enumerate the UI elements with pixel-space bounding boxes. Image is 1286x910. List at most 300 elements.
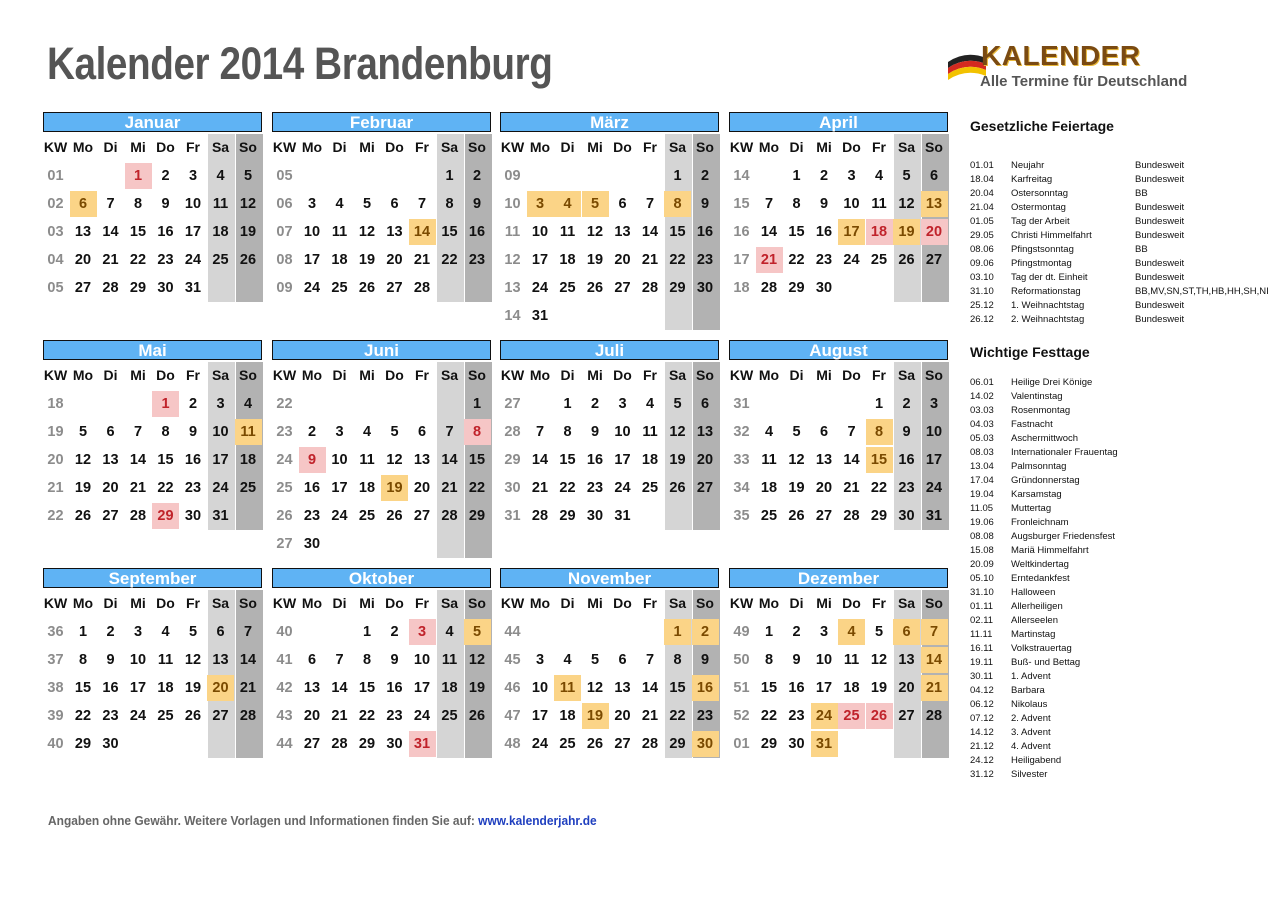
day-cell[interactable]: 18	[559, 708, 576, 724]
day-cell[interactable]: 8	[673, 652, 682, 668]
day-cell[interactable]: 13	[386, 224, 403, 240]
day-cell[interactable]: 18	[212, 224, 229, 240]
day-cell[interactable]: 27	[696, 480, 714, 496]
day-cell[interactable]: 17	[925, 452, 943, 468]
day-cell[interactable]: 27	[614, 736, 631, 752]
day-cell[interactable]: 14	[409, 219, 436, 245]
day-cell[interactable]: 24	[413, 708, 431, 724]
day-cell[interactable]: 28	[843, 508, 860, 524]
day-cell[interactable]: 21	[921, 675, 948, 701]
day-cell[interactable]: 27	[102, 508, 119, 524]
day-cell[interactable]: 9	[590, 424, 600, 440]
day-cell[interactable]: 2	[472, 168, 482, 184]
day-cell[interactable]: 23	[696, 708, 714, 724]
day-cell[interactable]: 9	[902, 424, 911, 440]
day-cell[interactable]: 6	[700, 396, 710, 412]
day-cell[interactable]: 2	[819, 168, 829, 184]
day-cell[interactable]: 24	[811, 703, 838, 729]
day-cell[interactable]: 30	[815, 280, 833, 296]
day-cell[interactable]: 20	[696, 452, 714, 468]
day-cell[interactable]: 30	[157, 280, 174, 296]
day-cell[interactable]: 1	[472, 396, 482, 412]
day-cell[interactable]: 9	[700, 652, 710, 668]
day-cell[interactable]: 4	[445, 624, 454, 640]
day-cell[interactable]: 3	[929, 396, 939, 412]
day-cell[interactable]: 26	[358, 280, 376, 296]
day-cell[interactable]: 15	[129, 224, 147, 240]
day-cell[interactable]: 28	[331, 736, 348, 752]
day-cell[interactable]: 1	[563, 396, 572, 412]
day-cell[interactable]: 21	[531, 480, 549, 496]
day-cell[interactable]: 31	[184, 280, 202, 296]
day-cell[interactable]: 23	[303, 508, 321, 524]
day-cell[interactable]: 14	[843, 452, 860, 468]
day-cell[interactable]: 16	[303, 480, 321, 496]
day-cell[interactable]: 20	[815, 480, 833, 496]
day-cell[interactable]: 26	[898, 252, 915, 268]
day-cell[interactable]: 26	[74, 508, 92, 524]
day-cell[interactable]: 22	[441, 252, 458, 268]
day-cell[interactable]: 19	[582, 703, 609, 729]
day-cell[interactable]: 8	[464, 419, 491, 445]
day-cell[interactable]: 30	[102, 736, 119, 752]
day-cell[interactable]: 3	[133, 624, 143, 640]
day-cell[interactable]: 3	[409, 619, 436, 645]
kalender-logo[interactable]	[946, 40, 1276, 96]
day-cell[interactable]: 14	[441, 452, 458, 468]
day-cell[interactable]: 15	[559, 452, 576, 468]
day-cell[interactable]: 17	[838, 219, 865, 245]
day-cell[interactable]: 1	[78, 624, 88, 640]
day-cell[interactable]: 19	[358, 252, 376, 268]
day-cell[interactable]: 24	[303, 280, 321, 296]
day-cell[interactable]: 23	[468, 252, 486, 268]
day-cell[interactable]: 7	[847, 424, 856, 440]
day-cell[interactable]: 19	[870, 680, 888, 696]
day-cell[interactable]: 28	[925, 708, 943, 724]
day-cell[interactable]: 5	[243, 168, 253, 184]
day-cell[interactable]: 26	[866, 703, 893, 729]
day-cell[interactable]: 7	[921, 619, 948, 645]
day-cell[interactable]: 27	[925, 252, 943, 268]
day-cell[interactable]: 21	[641, 252, 659, 268]
day-cell[interactable]: 17	[413, 680, 431, 696]
day-cell[interactable]: 1	[152, 391, 179, 417]
day-cell[interactable]: 2	[188, 396, 198, 412]
day-cell[interactable]: 10	[815, 652, 833, 668]
day-cell[interactable]: 24	[531, 736, 549, 752]
day-cell[interactable]: 4	[764, 424, 774, 440]
day-cell[interactable]: 5	[673, 396, 682, 412]
day-cell[interactable]: 27	[614, 280, 631, 296]
day-cell[interactable]: 2	[161, 168, 170, 184]
day-cell[interactable]: 26	[468, 708, 486, 724]
day-cell[interactable]: 28	[641, 280, 659, 296]
day-cell[interactable]: 5	[590, 652, 600, 668]
day-cell[interactable]: 21	[102, 252, 119, 268]
day-cell[interactable]: 29	[669, 736, 686, 752]
day-cell[interactable]: 22	[74, 708, 92, 724]
day-cell[interactable]: 28	[239, 708, 257, 724]
day-cell[interactable]: 19	[893, 219, 920, 245]
day-cell[interactable]: 6	[618, 196, 627, 212]
day-cell[interactable]: 13	[696, 424, 714, 440]
day-cell[interactable]: 28	[760, 280, 778, 296]
day-cell[interactable]: 1	[673, 168, 682, 184]
day-cell[interactable]: 16	[157, 224, 174, 240]
day-cell[interactable]: 11	[843, 652, 860, 668]
day-cell[interactable]: 29	[788, 280, 805, 296]
day-cell[interactable]: 29	[129, 280, 147, 296]
day-cell[interactable]: 26	[239, 252, 257, 268]
day-cell[interactable]: 24	[925, 480, 943, 496]
day-cell[interactable]: 23	[386, 708, 403, 724]
day-cell[interactable]: 2	[902, 396, 911, 412]
day-cell[interactable]: 3	[188, 168, 198, 184]
day-cell[interactable]: 4	[216, 168, 225, 184]
day-cell[interactable]: 8	[78, 652, 88, 668]
day-cell[interactable]: 9	[188, 424, 198, 440]
day-cell[interactable]: 27	[74, 280, 92, 296]
day-cell[interactable]: 16	[468, 224, 486, 240]
day-cell[interactable]: 19	[184, 680, 202, 696]
day-cell[interactable]: 23	[184, 480, 202, 496]
day-cell[interactable]: 13	[898, 652, 915, 668]
day-cell[interactable]: 8	[792, 196, 801, 212]
day-cell[interactable]: 13	[614, 224, 631, 240]
day-cell[interactable]: 6	[893, 619, 920, 645]
day-cell[interactable]: 20	[386, 252, 403, 268]
day-cell[interactable]: 31	[212, 508, 229, 524]
day-cell[interactable]: 12	[386, 452, 403, 468]
day-cell[interactable]: 2	[700, 168, 710, 184]
day-cell[interactable]: 12	[586, 680, 604, 696]
day-cell[interactable]: 28	[102, 280, 119, 296]
day-cell[interactable]: 10	[925, 424, 943, 440]
day-cell[interactable]: 22	[468, 480, 486, 496]
day-cell[interactable]: 24	[212, 480, 229, 496]
day-cell[interactable]: 4	[335, 196, 344, 212]
day-cell[interactable]: 12	[898, 196, 915, 212]
day-cell[interactable]: 5	[902, 168, 911, 184]
day-cell[interactable]: 11	[642, 424, 658, 440]
day-cell[interactable]: 6	[70, 191, 97, 217]
day-cell[interactable]: 22	[157, 480, 174, 496]
day-cell[interactable]: 6	[216, 624, 225, 640]
day-cell[interactable]: 19	[669, 452, 686, 468]
day-cell[interactable]: 12	[468, 652, 486, 668]
day-cell[interactable]: 29	[870, 508, 888, 524]
day-cell[interactable]: 29	[669, 280, 686, 296]
day-cell[interactable]: 6	[390, 196, 399, 212]
day-cell[interactable]: 31	[925, 508, 943, 524]
day-cell[interactable]: 2	[390, 624, 399, 640]
day-cell[interactable]: 11	[554, 675, 581, 701]
day-cell[interactable]: 13	[921, 191, 948, 217]
day-cell[interactable]: 1	[664, 619, 691, 645]
day-cell[interactable]: 28	[129, 508, 147, 524]
day-cell[interactable]: 11	[235, 419, 262, 445]
day-cell[interactable]: 17	[129, 680, 147, 696]
day-cell[interactable]: 10	[212, 424, 229, 440]
day-cell[interactable]: 29	[559, 508, 576, 524]
day-cell[interactable]: 12	[358, 224, 376, 240]
day-cell[interactable]: 31	[811, 731, 838, 757]
day-cell[interactable]: 20	[921, 219, 948, 245]
day-cell[interactable]: 18	[239, 452, 257, 468]
day-cell[interactable]: 11	[359, 452, 375, 468]
day-cell[interactable]: 12	[788, 452, 805, 468]
day-cell[interactable]: 6	[819, 424, 829, 440]
day-cell[interactable]: 15	[441, 224, 458, 240]
day-cell[interactable]: 18	[843, 680, 860, 696]
day-cell[interactable]: 25	[157, 708, 174, 724]
day-cell[interactable]: 14	[102, 224, 119, 240]
day-cell[interactable]: 13	[614, 680, 631, 696]
day-cell[interactable]: 14	[531, 452, 549, 468]
day-cell[interactable]: 31	[614, 508, 631, 524]
day-cell[interactable]: 20	[207, 675, 234, 701]
day-cell[interactable]: 27	[815, 508, 833, 524]
day-cell[interactable]: 1	[792, 168, 801, 184]
day-cell[interactable]: 27	[898, 708, 915, 724]
day-cell[interactable]: 7	[535, 424, 545, 440]
day-cell[interactable]: 21	[756, 247, 783, 273]
day-cell[interactable]: 10	[129, 652, 147, 668]
day-cell[interactable]: 5	[582, 191, 609, 217]
day-cell[interactable]: 2	[792, 624, 801, 640]
day-cell[interactable]: 5	[188, 624, 198, 640]
day-cell[interactable]: 31	[531, 308, 549, 324]
day-cell[interactable]: 13	[815, 452, 833, 468]
day-cell[interactable]: 6	[417, 424, 427, 440]
day-cell[interactable]: 12	[870, 652, 888, 668]
day-cell[interactable]: 25	[358, 508, 376, 524]
day-cell[interactable]: 11	[212, 196, 229, 212]
day-cell[interactable]: 12	[74, 452, 92, 468]
day-cell[interactable]: 19	[381, 475, 408, 501]
day-cell[interactable]: 21	[129, 480, 147, 496]
day-cell[interactable]: 3	[527, 191, 554, 217]
day-cell[interactable]: 23	[102, 708, 119, 724]
day-cell[interactable]: 3	[819, 624, 829, 640]
day-cell[interactable]: 16	[586, 452, 604, 468]
day-cell[interactable]: 15	[760, 680, 778, 696]
day-cell[interactable]: 3	[216, 396, 225, 412]
day-cell[interactable]: 14	[641, 680, 659, 696]
day-cell[interactable]: 16	[692, 675, 719, 701]
day-cell[interactable]: 3	[307, 196, 317, 212]
day-cell[interactable]: 30	[898, 508, 915, 524]
day-cell[interactable]: 6	[929, 168, 939, 184]
day-cell[interactable]: 19	[586, 252, 604, 268]
day-cell[interactable]: 18	[559, 252, 576, 268]
day-cell[interactable]: 16	[184, 452, 202, 468]
day-cell[interactable]: 18	[157, 680, 174, 696]
day-cell[interactable]: 5	[792, 424, 801, 440]
day-cell[interactable]: 8	[866, 419, 893, 445]
day-cell[interactable]: 8	[133, 196, 143, 212]
day-cell[interactable]: 21	[331, 708, 348, 724]
day-cell[interactable]: 4	[645, 396, 655, 412]
day-cell[interactable]: 8	[445, 196, 454, 212]
day-cell[interactable]: 28	[641, 736, 659, 752]
day-cell[interactable]: 20	[413, 480, 431, 496]
day-cell[interactable]: 18	[760, 480, 778, 496]
day-cell[interactable]: 30	[788, 736, 805, 752]
day-cell[interactable]: 17	[184, 224, 202, 240]
day-cell[interactable]: 3	[618, 396, 627, 412]
day-cell[interactable]: 22	[669, 708, 686, 724]
day-cell[interactable]: 29	[152, 503, 179, 529]
day-cell[interactable]: 7	[417, 196, 427, 212]
day-cell[interactable]: 25	[559, 736, 576, 752]
day-cell[interactable]: 14	[921, 647, 948, 673]
day-cell[interactable]: 13	[413, 452, 431, 468]
day-cell[interactable]: 22	[760, 708, 778, 724]
day-cell[interactable]: 25	[559, 280, 576, 296]
day-cell[interactable]: 4	[161, 624, 170, 640]
day-cell[interactable]: 19	[74, 480, 92, 496]
day-cell[interactable]: 6	[618, 652, 627, 668]
day-cell[interactable]: 29	[74, 736, 92, 752]
day-cell[interactable]: 12	[669, 424, 686, 440]
day-cell[interactable]: 23	[696, 252, 714, 268]
day-cell[interactable]: 25	[641, 480, 659, 496]
day-cell[interactable]: 8	[362, 652, 372, 668]
day-cell[interactable]: 8	[161, 424, 170, 440]
day-cell[interactable]: 13	[303, 680, 321, 696]
day-cell[interactable]: 24	[129, 708, 147, 724]
day-cell[interactable]: 30	[696, 280, 714, 296]
day-cell[interactable]: 17	[303, 252, 321, 268]
day-cell[interactable]: 9	[106, 652, 115, 668]
day-cell[interactable]: 24	[843, 252, 860, 268]
day-cell[interactable]: 25	[870, 252, 888, 268]
day-cell[interactable]: 12	[586, 224, 604, 240]
day-cell[interactable]: 12	[239, 196, 257, 212]
day-cell[interactable]: 27	[413, 508, 431, 524]
day-cell[interactable]: 22	[559, 480, 576, 496]
day-cell[interactable]: 10	[614, 424, 631, 440]
day-cell[interactable]: 9	[792, 652, 801, 668]
day-cell[interactable]: 20	[74, 252, 92, 268]
day-cell[interactable]: 24	[531, 280, 549, 296]
day-cell[interactable]: 11	[331, 224, 348, 240]
day-cell[interactable]: 14	[129, 452, 147, 468]
day-cell[interactable]: 14	[641, 224, 659, 240]
day-cell[interactable]: 15	[866, 447, 893, 473]
day-cell[interactable]: 18	[331, 252, 348, 268]
day-cell[interactable]: 26	[184, 708, 202, 724]
day-cell[interactable]: 4	[362, 424, 372, 440]
day-cell[interactable]: 30	[184, 508, 202, 524]
day-cell[interactable]: 4	[554, 191, 581, 217]
day-cell[interactable]: 16	[815, 224, 833, 240]
day-cell[interactable]: 23	[815, 252, 833, 268]
day-cell[interactable]: 10	[843, 196, 860, 212]
day-cell[interactable]: 29	[760, 736, 778, 752]
day-cell[interactable]: 16	[102, 680, 119, 696]
day-cell[interactable]: 26	[586, 736, 604, 752]
day-cell[interactable]: 17	[531, 252, 549, 268]
website-link[interactable]: www.kalenderjahr.de	[478, 813, 597, 828]
day-cell[interactable]: 20	[303, 708, 321, 724]
day-cell[interactable]: 29	[468, 508, 486, 524]
day-cell[interactable]: 25	[212, 252, 229, 268]
day-cell[interactable]: 28	[441, 508, 458, 524]
day-cell[interactable]: 2	[106, 624, 115, 640]
day-cell[interactable]: 25	[441, 708, 458, 724]
day-cell[interactable]: 16	[386, 680, 403, 696]
day-cell[interactable]: 17	[614, 452, 631, 468]
day-cell[interactable]: 1	[362, 624, 372, 640]
day-cell[interactable]: 30	[303, 536, 321, 552]
day-cell[interactable]: 22	[129, 252, 147, 268]
day-cell[interactable]: 26	[788, 508, 805, 524]
day-cell[interactable]: 22	[788, 252, 805, 268]
day-cell[interactable]: 1	[445, 168, 454, 184]
day-cell[interactable]: 4	[243, 396, 253, 412]
day-cell[interactable]: 22	[669, 252, 686, 268]
day-cell[interactable]: 21	[641, 708, 659, 724]
day-cell[interactable]: 1	[125, 163, 152, 189]
day-cell[interactable]: 19	[788, 480, 805, 496]
day-cell[interactable]: 7	[645, 652, 655, 668]
day-cell[interactable]: 3	[535, 652, 545, 668]
day-cell[interactable]: 14	[760, 224, 778, 240]
day-cell[interactable]: 30	[586, 508, 604, 524]
day-cell[interactable]: 23	[898, 480, 915, 496]
day-cell[interactable]: 27	[212, 708, 229, 724]
day-cell[interactable]: 1	[764, 624, 774, 640]
day-cell[interactable]: 24	[331, 508, 348, 524]
day-cell[interactable]: 23	[586, 480, 604, 496]
day-cell[interactable]: 7	[243, 624, 253, 640]
day-cell[interactable]: 18	[641, 452, 659, 468]
day-cell[interactable]: 15	[788, 224, 805, 240]
day-cell[interactable]: 23	[157, 252, 174, 268]
day-cell[interactable]: 21	[843, 480, 860, 496]
day-cell[interactable]: 17	[212, 452, 229, 468]
day-cell[interactable]: 25	[239, 480, 257, 496]
day-cell[interactable]: 3	[847, 168, 856, 184]
day-cell[interactable]: 13	[74, 224, 92, 240]
day-cell[interactable]: 7	[335, 652, 344, 668]
day-cell[interactable]: 19	[468, 680, 486, 696]
day-cell[interactable]: 8	[764, 652, 774, 668]
day-cell[interactable]: 22	[870, 480, 888, 496]
day-cell[interactable]: 23	[788, 708, 805, 724]
day-cell[interactable]: 7	[764, 196, 774, 212]
day-cell[interactable]: 3	[335, 424, 344, 440]
day-cell[interactable]: 21	[413, 252, 431, 268]
day-cell[interactable]: 28	[413, 280, 431, 296]
day-cell[interactable]: 9	[472, 196, 482, 212]
day-cell[interactable]: 10	[413, 652, 431, 668]
day-cell[interactable]: 15	[358, 680, 376, 696]
day-cell[interactable]: 15	[157, 452, 174, 468]
day-cell[interactable]: 17	[815, 680, 833, 696]
day-cell[interactable]: 2	[590, 396, 600, 412]
day-cell[interactable]: 26	[669, 480, 686, 496]
day-cell[interactable]: 7	[133, 424, 143, 440]
day-cell[interactable]: 17	[531, 708, 549, 724]
day-cell[interactable]: 30	[692, 731, 719, 757]
day-cell[interactable]: 18	[866, 219, 893, 245]
day-cell[interactable]: 15	[669, 680, 686, 696]
day-cell[interactable]: 25	[331, 280, 348, 296]
